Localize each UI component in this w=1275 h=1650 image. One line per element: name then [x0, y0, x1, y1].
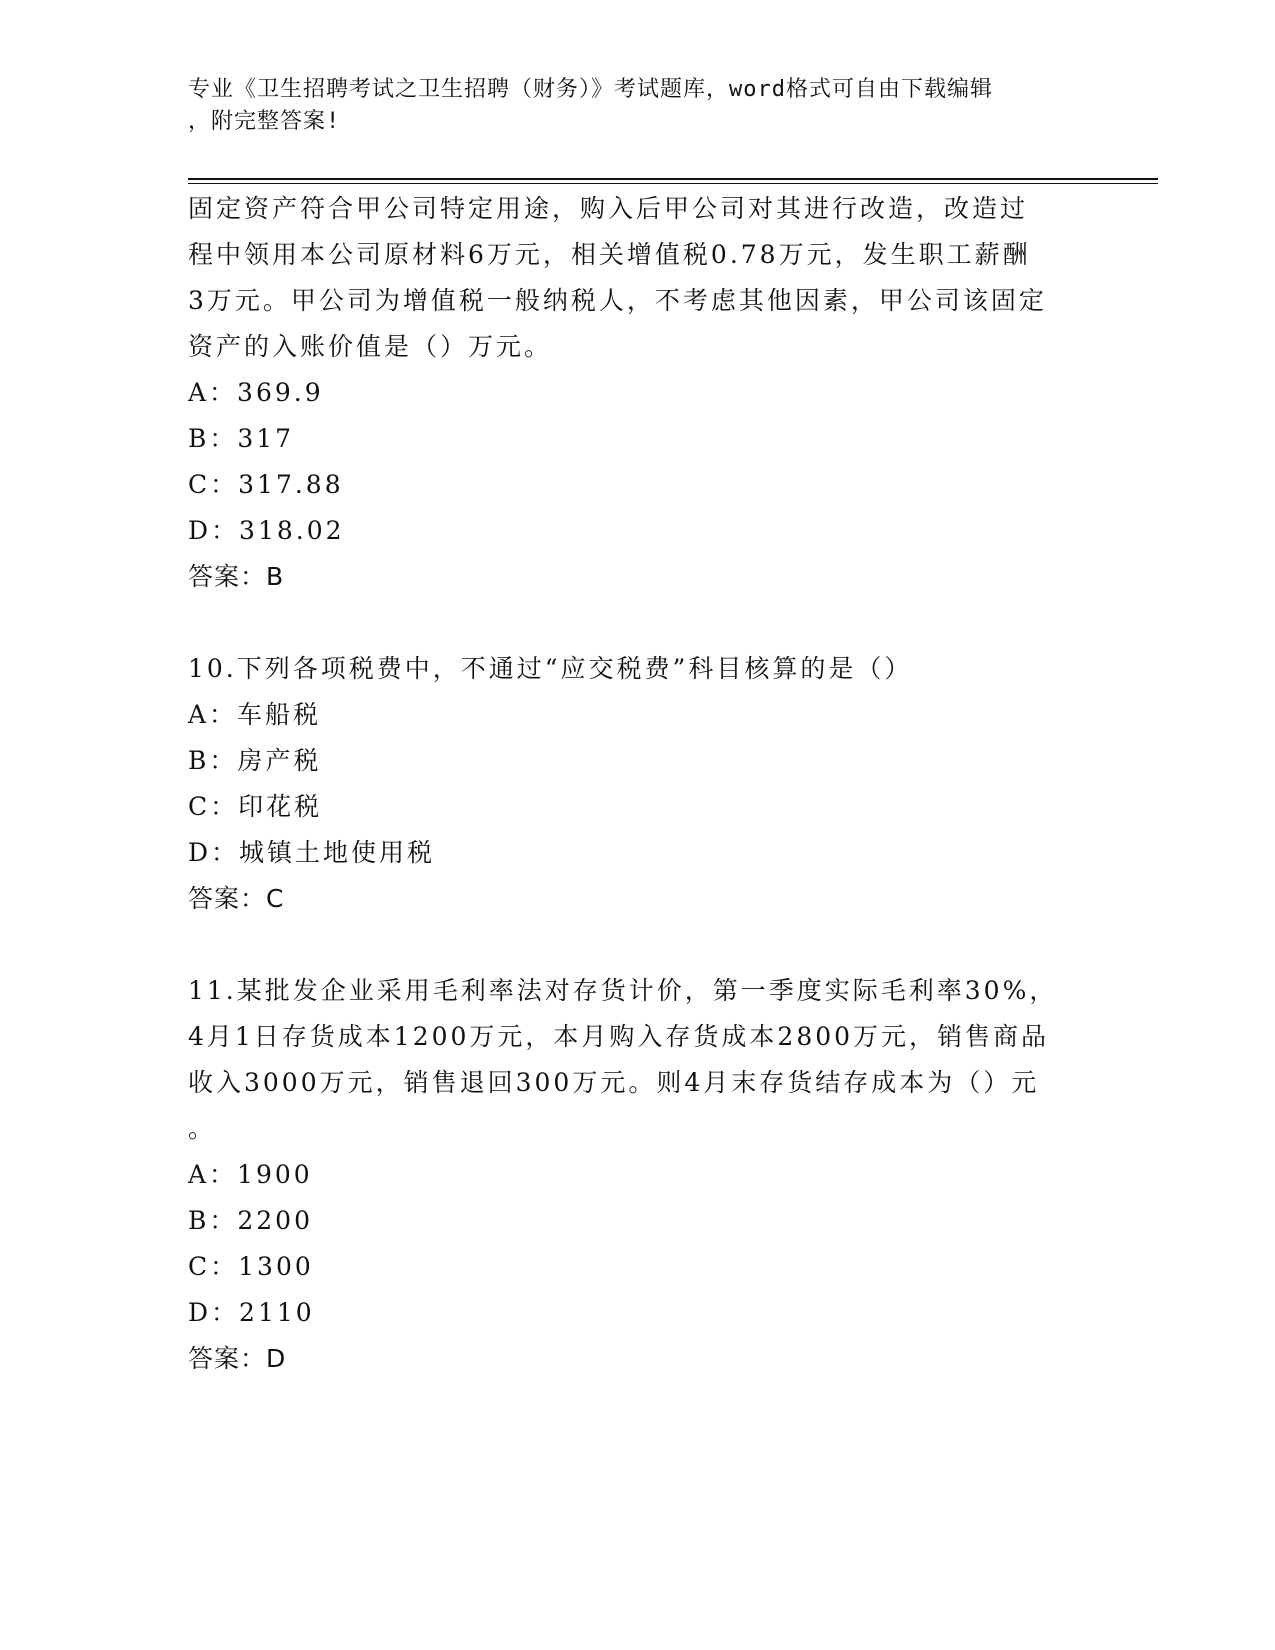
header-divider-thick — [188, 178, 1158, 180]
question-9-text-line-2: 程中领用本公司原材料6万元，相关增值税0.78万元，发生职工薪酬 — [188, 240, 1031, 269]
document-body — [188, 186, 1088, 1382]
question-9-option-b: B：317 — [188, 424, 295, 453]
question-9-answer: 答案：B — [188, 562, 285, 591]
question-9-option-a: A：369.9 — [188, 378, 324, 407]
question-11-option-d: D：2110 — [188, 1298, 315, 1327]
question-9-text-line-4: 资产的入账价值是（）万元。 — [188, 332, 553, 361]
spacer — [188, 600, 1088, 646]
question-9-option-c: C：317.88 — [188, 470, 344, 499]
question-10 — [188, 646, 1088, 922]
question-9-text-line-3: 3万元。甲公司为增值税一般纳税人，不考虑其他因素，甲公司该固定 — [188, 286, 1047, 315]
question-10-text-line-1: 10.下列各项税费中，不通过“应交税费”科目核算的是（） — [188, 654, 913, 683]
question-10-option-c: C：印花税 — [188, 792, 323, 821]
question-11-option-b: B：2200 — [188, 1206, 313, 1235]
question-10-option-b: B：房产税 — [188, 746, 322, 775]
question-9-option-d: D：318.02 — [188, 516, 345, 545]
header-line-2: ，附完整答案! — [188, 109, 341, 134]
question-9 — [188, 186, 1088, 600]
question-10-option-d: D：城镇土地使用税 — [188, 838, 436, 867]
question-11-text-line-3: 收入3000万元，销售退回300万元。则4月末存货结存成本为（）元 — [188, 1068, 1040, 1097]
question-11-option-c: C：1300 — [188, 1252, 314, 1281]
header-line-1: 专业《卫生招聘考试之卫生招聘（财务）》考试题库，word格式可自由下载编辑 — [188, 77, 993, 102]
question-9-text-line-1: 固定资产符合甲公司特定用途，购入后甲公司对其进行改造，改造过 — [188, 194, 1029, 223]
question-11 — [188, 968, 1088, 1382]
question-11-text-line-4: 。 — [188, 1114, 217, 1143]
question-11-text-line-1: 11.某批发企业采用毛利率法对存货计价，第一季度实际毛利率30%， — [188, 976, 1058, 1005]
question-11-answer: 答案：D — [188, 1344, 287, 1373]
document-header — [188, 74, 1088, 138]
question-10-option-a: A：车船税 — [188, 700, 322, 729]
question-11-text-line-2: 4月1日存货成本1200万元，本月购入存货成本2800万元，销售商品 — [188, 1022, 1050, 1051]
spacer — [188, 922, 1088, 968]
question-10-answer: 答案：C — [188, 884, 285, 913]
question-11-option-a: A：1900 — [188, 1160, 313, 1189]
header-divider-thin — [188, 183, 1158, 184]
